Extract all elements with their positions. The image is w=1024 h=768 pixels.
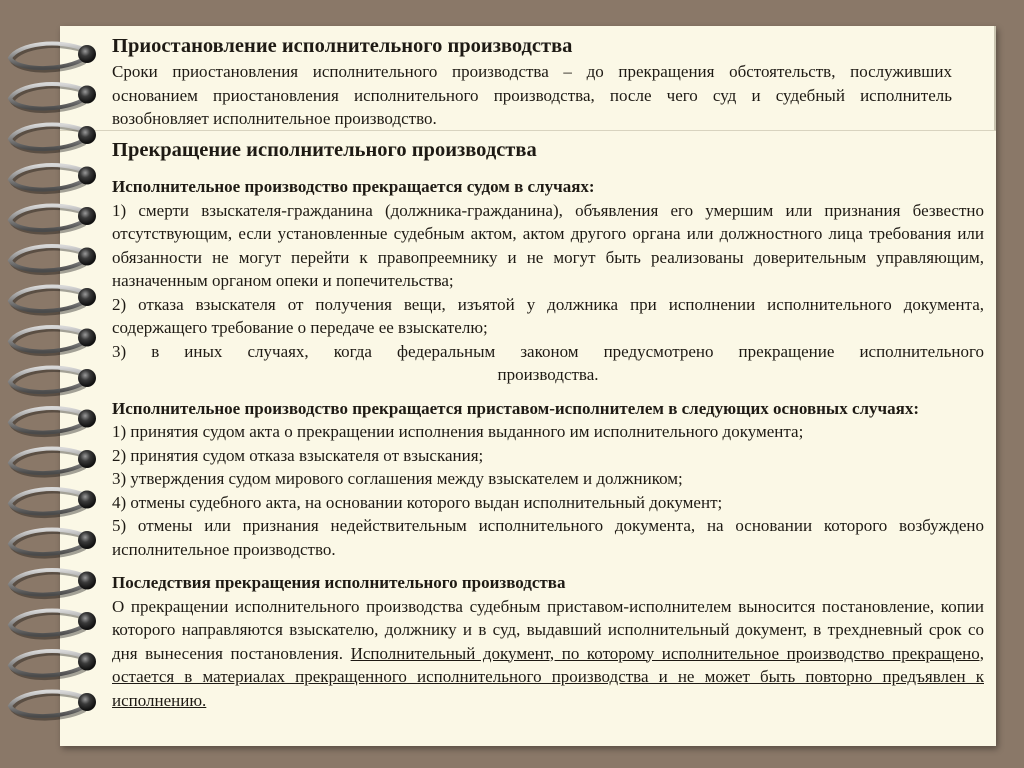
- spiral-ring: [10, 246, 96, 272]
- bailiff-item-3: 3) утверждения судом мирового соглашения между взыскателем и должником;: [112, 469, 683, 488]
- spiral-ring: [10, 408, 96, 434]
- consequences-heading: Последствия прекращения исполнительного производства: [112, 573, 566, 592]
- spiral-ring: [10, 287, 96, 313]
- spiral-ring: [10, 327, 96, 353]
- spiral-ring: [10, 651, 96, 677]
- suspension-text: Сроки приостановления исполнительного производства – до прекращения обстоятельств, послуживших основанием приостановления исполнительного производства, после чего суд и судебный исполнитель возобновляет исполнительное производство.: [112, 62, 952, 128]
- court-heading: Исполнительное производство прекращается судом в случаях:: [112, 177, 595, 196]
- court-item-3: 3) в иных случаях, когда федеральным законом предусмотрено прекращение исполнительного: [112, 341, 984, 361]
- bailiff-item-1: 1) принятия судом акта о прекращении исполнения выданного им исполнительного документа;: [112, 422, 804, 441]
- spiral-ring: [10, 368, 96, 394]
- consequences-plain: О прекращении исполнительного производства судебным приставом-исполнителем выносится постановление, копии которого направляются взыскателю, должнику и в суд, выдавший исполнительный документ, в трехдневный срок со дня вынесения постановления.: [112, 596, 984, 663]
- spiral-ring: [10, 570, 96, 596]
- spiral-ring: [10, 449, 96, 475]
- termination-title: Прекращение исполнительного производства: [112, 139, 537, 161]
- spiral-ring: [10, 530, 96, 556]
- spiral-ring: [10, 489, 96, 515]
- consequences-underlined: Исполнительный документ, по которому исполнительное производство прекращено, остается в материалах прекращенного исполнительного производства и не может быть повторно предъявлен к исполнению.: [112, 643, 985, 710]
- suspension-title: Приостановление исполнительного производства: [112, 35, 573, 57]
- bailiff-item-4: 4) отмены судебного акта, на основании которого выдан исполнительный документ;: [112, 492, 723, 512]
- spiral-ring: [10, 611, 96, 637]
- consequences-text: [112, 595, 984, 713]
- bailiff-item-2: 2) принятия судом отказа взыскателя от взыскания;: [112, 445, 484, 465]
- spiral-ring: [10, 165, 96, 191]
- termination-section: [112, 137, 984, 712]
- bailiff-item-5: 5) отмены или признания недействительным исполнительного документа, на основании которого возбуждено исполнительное производство.: [112, 516, 984, 559]
- suspension-section: [112, 33, 952, 131]
- spiral-ring: [10, 84, 96, 110]
- court-item-1: 1) смерти взыскателя-гражданина (должника-гражданина), объявления его умершим или признания безвестно отсутствующим, если установленные судебным актом, актом другого органа или должностного лица требования или обязанности не могут перейти к правопреемнику и не могут быть реализованы доверительным управляющим, назначенным органом опеки и попечительства;: [112, 200, 984, 290]
- spiral-ring: [10, 44, 96, 70]
- court-item-3-cont: производства.: [497, 365, 599, 384]
- bailiff-heading: Исполнительное производство прекращается приставом-исполнителем в следующих основных случаях:: [112, 398, 919, 418]
- court-item-2: 2) отказа взыскателя от получения вещи, изъятой у должника при исполнении исполнительного документа, содержащего требование о передаче ее взыскателю;: [112, 294, 984, 337]
- spiral-binding: [0, 0, 110, 768]
- spiral-ring: [10, 206, 96, 232]
- spiral-ring: [10, 692, 96, 718]
- spiral-ring: [10, 125, 96, 151]
